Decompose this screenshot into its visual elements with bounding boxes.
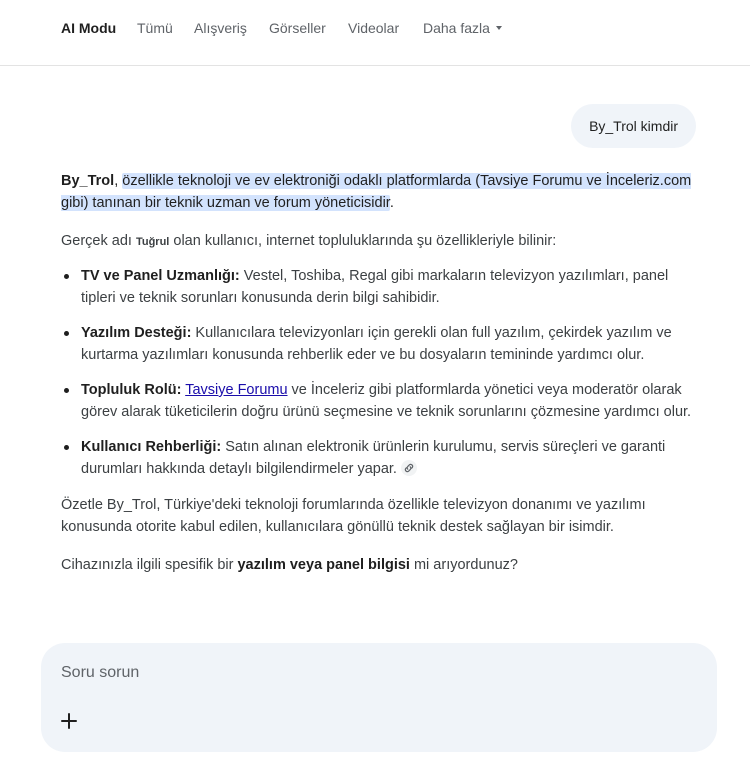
answer-followup-question <box>61 554 701 576</box>
lead-name: Tuğrul <box>135 236 170 248</box>
list-item <box>61 265 701 309</box>
ask-box <box>41 643 717 752</box>
plus-icon <box>57 709 81 733</box>
list-item <box>61 436 701 480</box>
ai-answer <box>61 170 701 576</box>
tab-shopping[interactable]: Alışveriş <box>194 20 247 36</box>
answer-lead <box>61 230 701 253</box>
lead-pre: Gerçek adı <box>61 233 136 249</box>
point-text: Kullanıcılara televizyonları için gerekli olan full yazılım, çekirdek yazılım ve kurtarma yazılımları konusunda rehberlik eder ve bu dosyaların temininde yardımcı olur. <box>81 325 672 363</box>
point-label: Topluluk Rolü: <box>81 382 182 398</box>
intro-name: By_Trol <box>61 173 115 189</box>
chevron-down-icon <box>496 26 502 30</box>
point-text: ve İnceleriz gibi platformlarda yönetici veya moderatör olarak görev alarak tüketicilerin doğru ürünü seçmesine ve teknik sorunlarını çözmesine yardımcı olur. <box>81 382 692 420</box>
intro-separator: , <box>114 173 123 189</box>
top-nav <box>0 0 750 66</box>
point-label: TV ve Panel Uzmanlığı: <box>81 268 240 284</box>
lead-post: olan kullanıcı, internet topluluklarında şu özellikleriyle bilinir: <box>169 233 557 249</box>
tab-all[interactable]: Tümü <box>137 20 173 36</box>
user-query-bubble: By_Trol kimdir <box>571 104 696 148</box>
tab-ai-mode[interactable]: AI Modu <box>61 20 117 36</box>
intro-end: . <box>389 195 394 211</box>
tavsiye-forumu-link[interactable]: Tavsiye Forumu <box>185 382 288 398</box>
point-text: Vestel, Toshiba, Regal gibi markaların televizyon yazılımları, panel tipleri ve teknik sorunları konusunda derin bilgi sahibidir. <box>81 268 669 306</box>
point-label: Kullanıcı Rehberliği: <box>81 439 222 455</box>
link-icon[interactable] <box>401 460 417 476</box>
tab-more[interactable] <box>423 20 502 36</box>
tab-videos[interactable]: Videolar <box>348 20 400 36</box>
intro-highlight: özellikle teknoloji ve ev elektroniği odaklı platformlarda (Tavsiye Forumu ve İnceleriz.com gibi) tanınan bir teknik uzman ve forum yöneticisidir <box>61 173 692 211</box>
ask-input[interactable] <box>61 661 681 685</box>
list-item <box>61 379 701 423</box>
point-label: Yazılım Desteği: <box>81 325 192 341</box>
tab-images[interactable]: Görseller <box>269 20 326 36</box>
tab-more-label: Daha fazla <box>423 20 490 36</box>
add-button[interactable] <box>57 709 81 733</box>
question-post: mi arıyordunuz? <box>409 557 518 573</box>
answer-points <box>61 265 701 480</box>
list-item <box>61 322 701 366</box>
question-bold: yazılım veya panel bilgisi <box>237 557 410 573</box>
answer-summary: Özetle By_Trol, Türkiye'deki teknoloji forumlarında özellikle televizyon donanımı ve yazılımı konusunda otorite kabul edilen, kullanıcılara gönüllü teknik destek sağlayan bir isimdir. <box>61 497 646 535</box>
answer-intro <box>61 170 701 214</box>
point-text: Satın alınan elektronik ürünlerin kurulumu, servis süreçleri ve garanti durumları hakkında detaylı bilgilendirmeler yapar. <box>81 439 666 477</box>
question-pre: Cihazınızla ilgili spesifik bir <box>61 557 238 573</box>
